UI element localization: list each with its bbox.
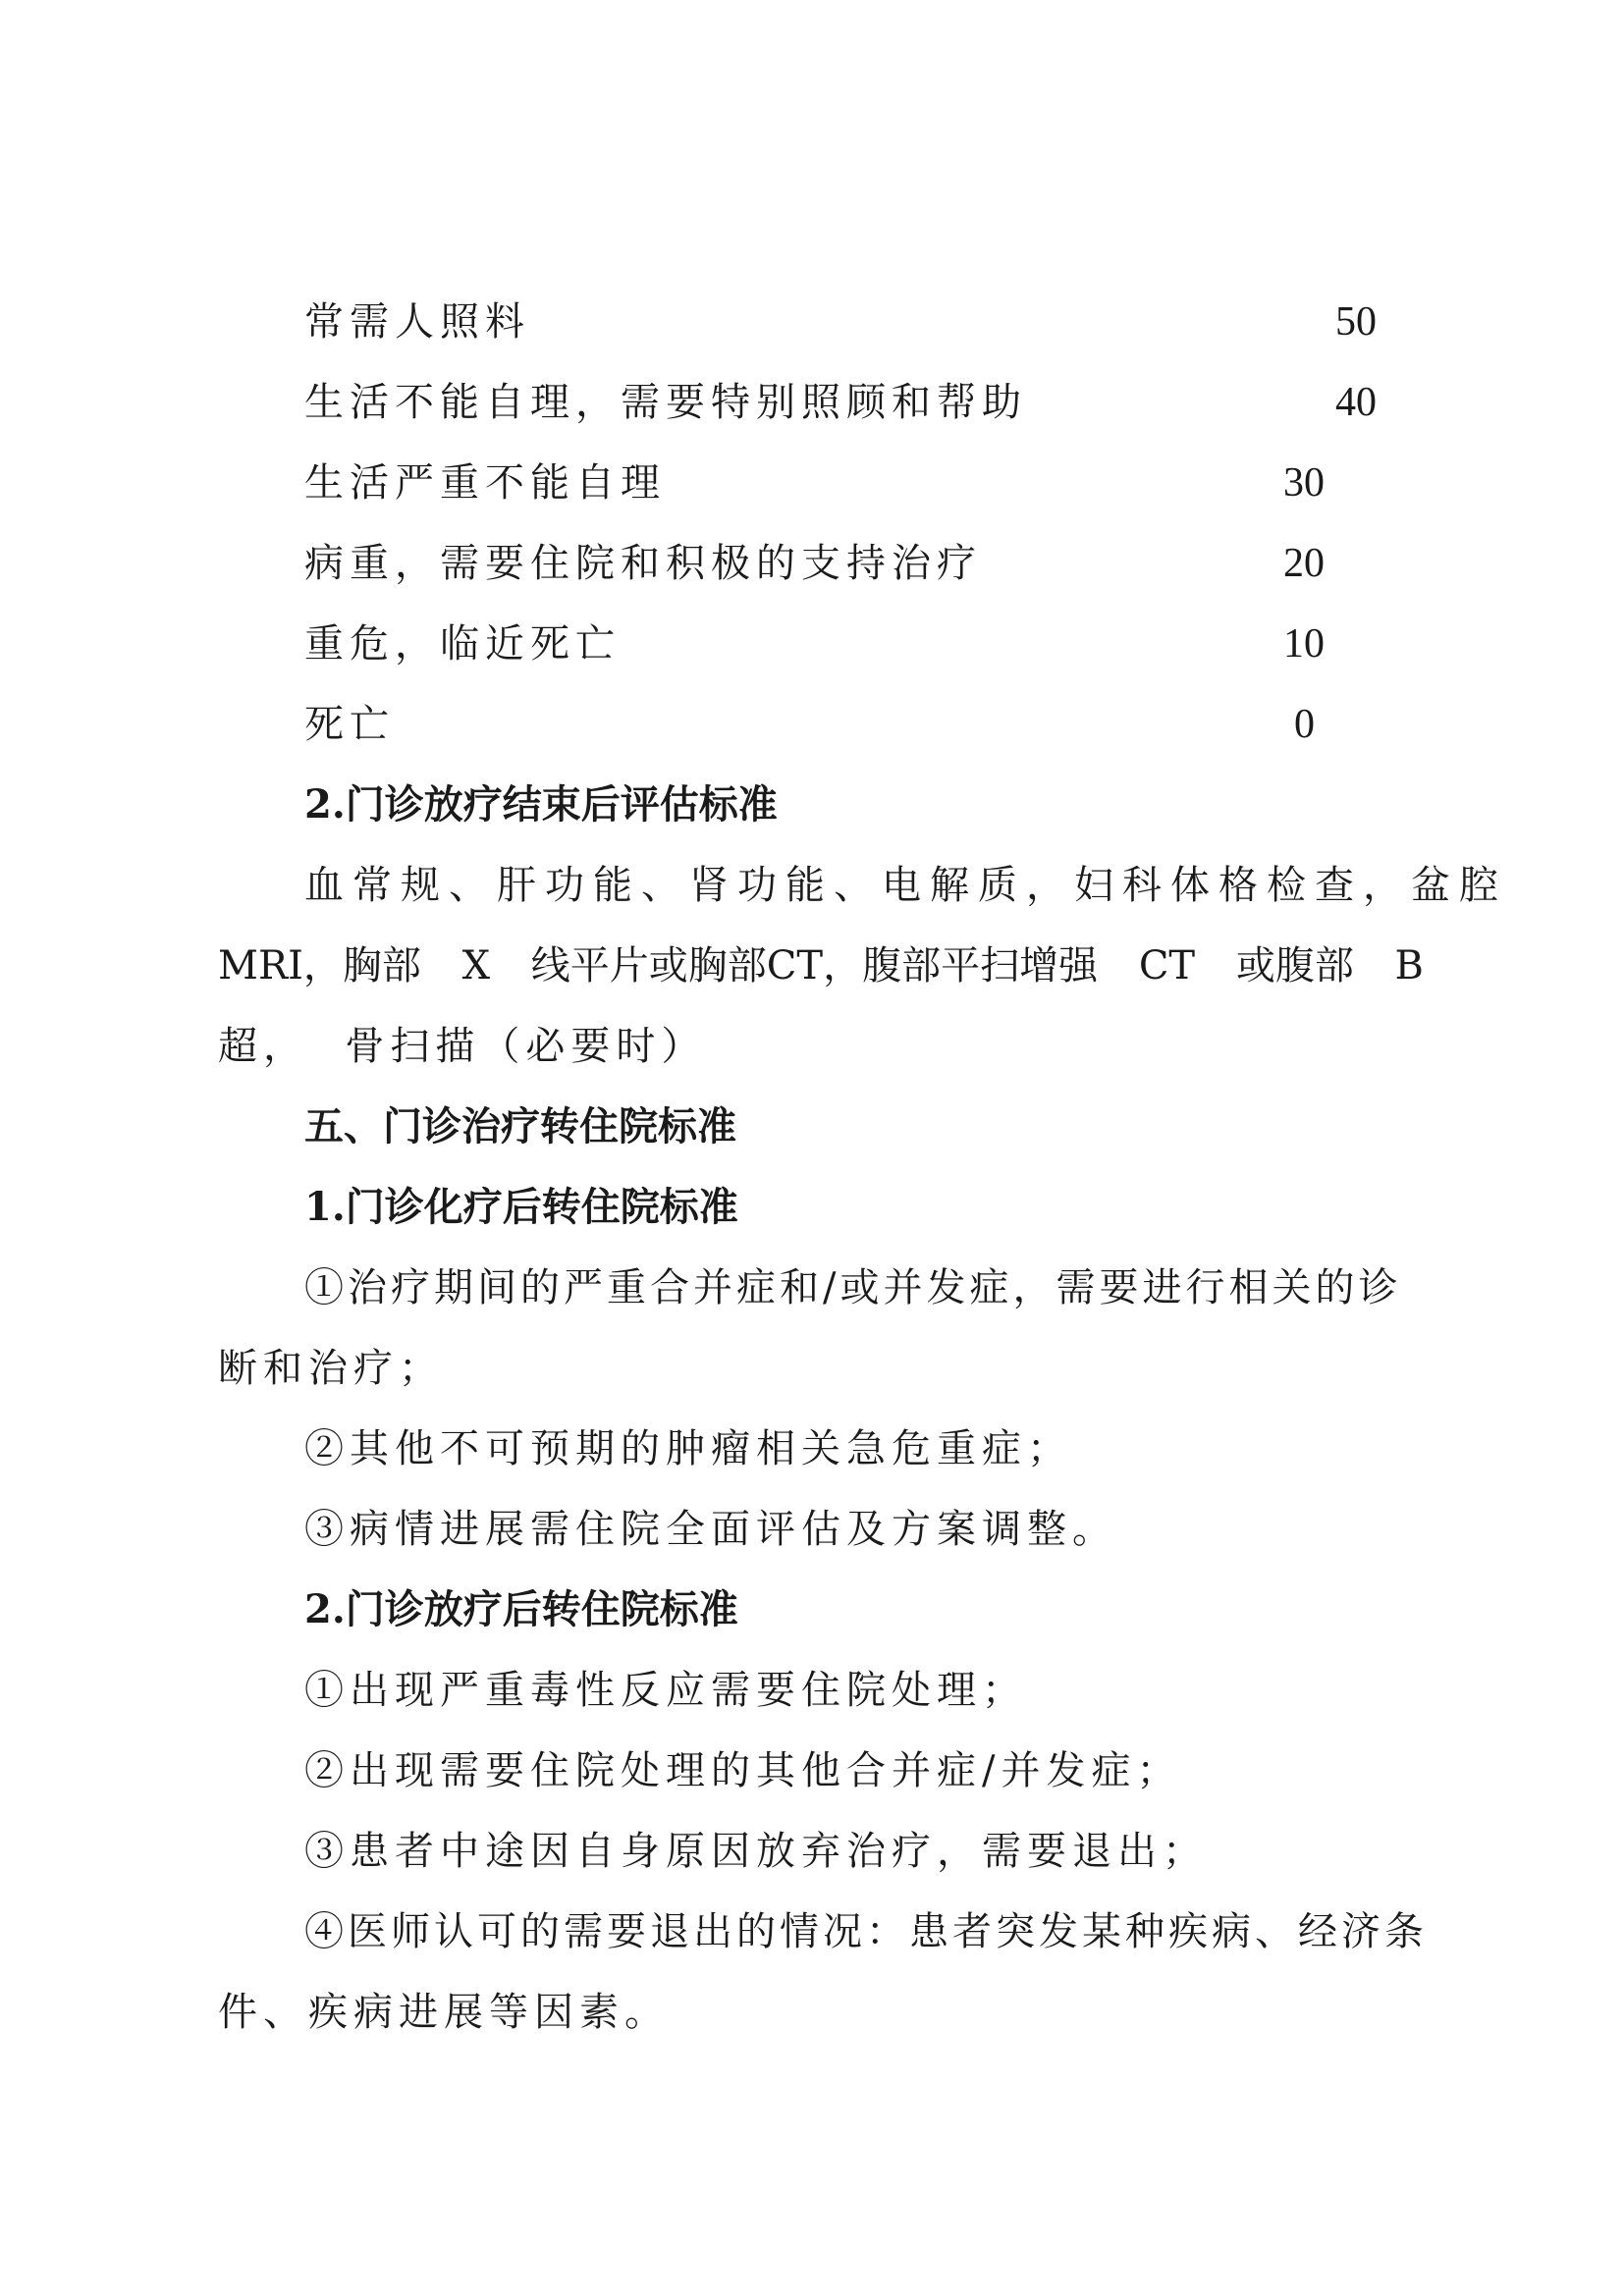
list-item: ③患者中途因自身原因放弃治疗，需要退出；: [304, 1829, 1208, 1874]
list-item: ②出现需要住院处理的其他合并症/并发症；: [304, 1748, 1182, 1793]
kps-row-label: 常需人照料: [304, 299, 530, 345]
kps-row-label: 重危，临近死亡: [304, 621, 621, 667]
section-heading: 1.门诊化疗后转住院标准: [304, 1184, 738, 1230]
section-heading: 2.门诊放疗后转住院标准: [304, 1586, 738, 1632]
kps-row-label: 死亡: [304, 702, 395, 747]
kps-row-score: 0: [1294, 702, 1315, 747]
list-item-continuation: 断和治疗；: [218, 1346, 444, 1391]
text-segment: 线平片或胸部CT，腹部平扫增强: [530, 943, 1099, 988]
text-segment: 或腹部: [1235, 943, 1354, 988]
section-heading: 2.门诊放疗结束后评估标准: [304, 781, 778, 828]
kps-row-score: 10: [1283, 621, 1325, 667]
chapter-heading: 五、门诊治疗转住院标准: [304, 1103, 736, 1149]
list-item: ④医师认可的需要退出的情况：患者突发某种疾病、经济条: [304, 1909, 1428, 1954]
text-segment: MRI，胸部: [218, 943, 421, 988]
list-item: ①出现严重毒性反应需要住院处理；: [304, 1668, 1027, 1713]
kps-row-label: 生活不能自理，需要特别照顾和帮助: [304, 380, 1027, 425]
kps-row-score: 40: [1335, 380, 1377, 425]
list-item-continuation: 件、疾病进展等因素。: [218, 1990, 670, 2035]
list-item: ②其他不可预期的肿瘤相关急危重症；: [304, 1426, 1072, 1471]
kps-row-score: 50: [1335, 299, 1377, 345]
paragraph-line: 血常规、肝功能、肾功能、电解质，妇科体格检查，盆腔: [304, 863, 1507, 908]
paragraph-line: 超， 骨扫描（必要时）: [218, 1024, 707, 1069]
kps-row-label: 病重，需要住院和积极的支持治疗: [304, 541, 982, 586]
text-segment: X: [461, 943, 491, 988]
kps-row-score: 30: [1283, 460, 1325, 506]
list-item: ①治疗期间的严重合并症和/或并发症，需要进行相关的诊: [304, 1265, 1402, 1310]
text-segment: CT: [1138, 943, 1196, 988]
list-item: ③病情进展需住院全面评估及方案调整。: [304, 1507, 1117, 1552]
kps-row-label: 生活严重不能自理: [304, 460, 666, 506]
text-segment: B: [1394, 943, 1424, 988]
paragraph-line-justified: [218, 942, 1424, 989]
kps-row-score: 20: [1283, 541, 1325, 586]
